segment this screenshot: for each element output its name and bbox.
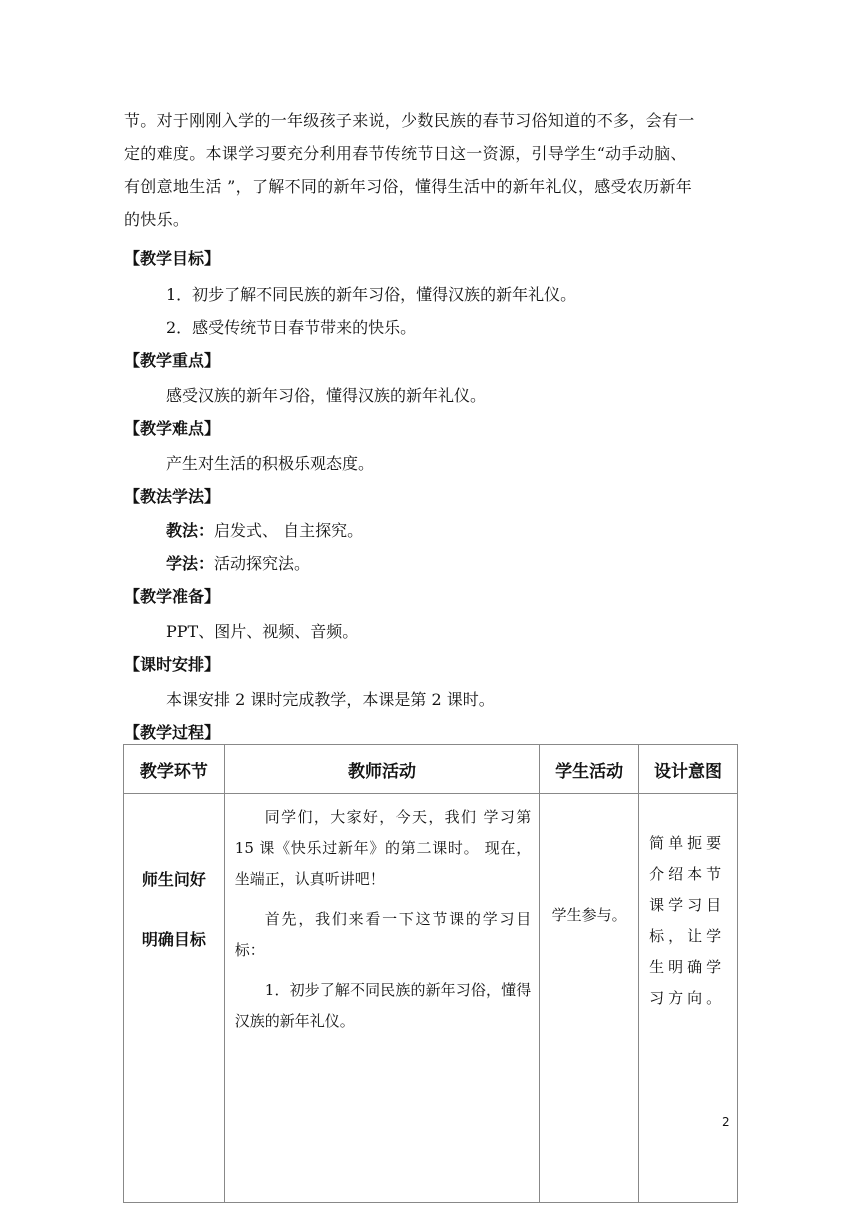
- intro-line: 节。对于刚刚入学的一年级孩子来说，少数民族的春节习俗知道的不多，会有一: [124, 111, 695, 130]
- schedule-text: 本课安排 2 课时完成教学，本课是第 2 课时。: [166, 690, 495, 709]
- goal-item: 2．感受传统节日春节带来的快乐。: [166, 318, 417, 337]
- goal-item: 1．初步了解不同民族的新年习俗，懂得汉族的新年礼仪。: [166, 285, 577, 304]
- teaching-method: [166, 518, 363, 541]
- page-number: 2: [722, 1115, 730, 1129]
- teacher-activity-cell: [224, 794, 539, 1203]
- difficulties-heading: 【教学难点】: [124, 419, 221, 438]
- preparation-text: PPT、图片、视频、音频。: [166, 622, 359, 641]
- difficulties-text: 产生对生活的积极乐观态度。: [166, 454, 375, 473]
- table-row: [124, 794, 738, 1203]
- table-header-row: [124, 745, 738, 794]
- methods-heading: 【教法学法】: [124, 487, 221, 506]
- intro-paragraph: [124, 104, 739, 236]
- student-activity-cell: 学生参与。: [540, 794, 639, 1203]
- intro-line: 有创意地生活 ”，了解不同的新年习俗，懂得生活中的新年礼仪，感受农历新年: [124, 177, 693, 196]
- stage-greeting: 师生问好: [141, 870, 206, 889]
- header-student-activity: 学生活动: [540, 745, 639, 794]
- header-stage: 教学环节: [124, 745, 225, 794]
- intro-line: 的快乐。: [124, 210, 190, 229]
- key-points-text: 感受汉族的新年习俗，懂得汉族的新年礼仪。: [166, 386, 487, 405]
- header-teacher-activity: 教师活动: [224, 745, 539, 794]
- lesson-plan-table: [123, 744, 738, 1203]
- key-points-heading: 【教学重点】: [124, 351, 221, 370]
- learning-method: [166, 551, 310, 574]
- teacher-paragraph: 同学们，大家好，今天，我们 学习第 15 课《快乐过新年》的第二课时。 现在，坐端正，认真听讲吧！: [234, 808, 532, 888]
- preparation-heading: 【教学准备】: [124, 587, 221, 606]
- design-intent-cell: 简单扼要介绍本节课学习目标，让学生明确学习方向。: [639, 794, 738, 1203]
- teaching-method-label: 教法：: [166, 521, 215, 540]
- intro-line: 定的难度。本课学习要充分利用春节传统节日这一资源，引导学生“动手动脑、: [124, 144, 687, 163]
- header-design-intent: 设计意图: [639, 745, 738, 794]
- stage-cell: [124, 794, 225, 1203]
- learning-method-text: 活动探究法。: [214, 554, 311, 573]
- goals-heading: 【教学目标】: [124, 249, 221, 268]
- process-heading: 【教学过程】: [124, 723, 221, 742]
- stage-goals: 明确目标: [141, 930, 206, 949]
- schedule-heading: 【课时安排】: [124, 655, 221, 674]
- learning-method-label: 学法：: [166, 554, 215, 573]
- teaching-method-text: 启发式、 自主探究。: [214, 521, 364, 540]
- teacher-paragraph: 首先，我们来看一下这节课的学习目标：: [234, 910, 532, 959]
- teacher-paragraph: 1．初步了解不同民族的新年习俗，懂得汉族的新年礼仪。: [234, 981, 532, 1030]
